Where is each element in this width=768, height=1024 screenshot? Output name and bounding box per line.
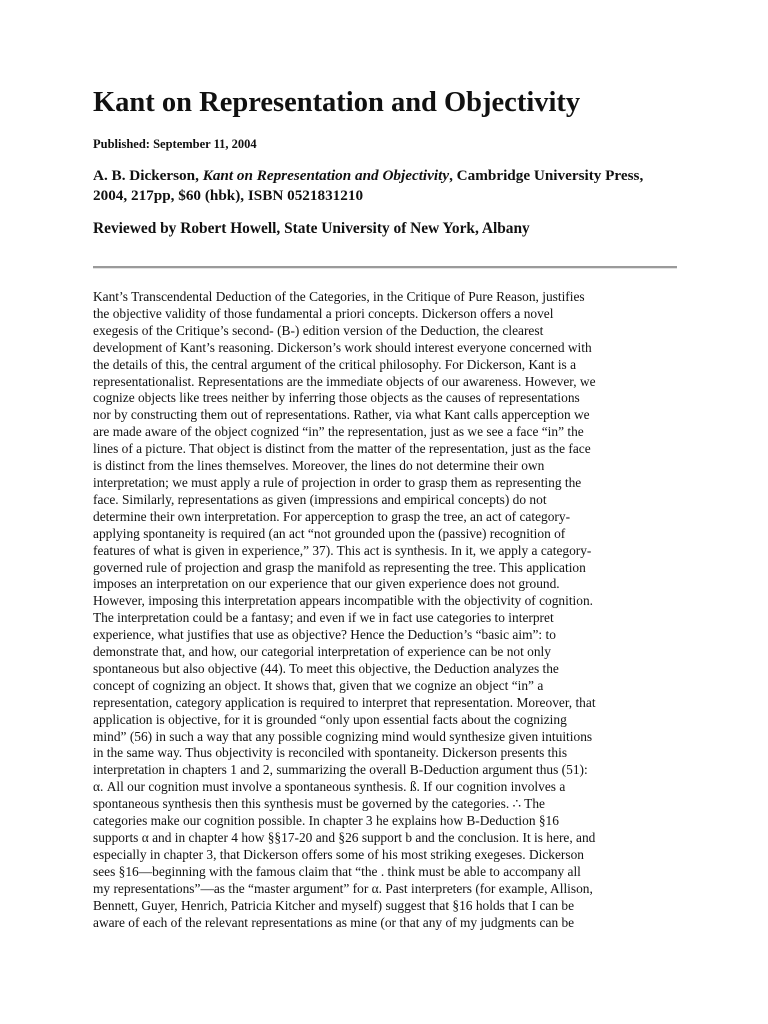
body-text-line: concept of cognizing an object. It shows that, given that we cognize an object “in” a xyxy=(93,677,544,693)
body-text-line: However, imposing this interpretation appears incompatible with the objectivity of cognition. xyxy=(93,593,594,609)
body-text-line: representationalist. Representations are the immediate objects of our awareness. However, we xyxy=(93,373,596,389)
body-text-line: development of Kant’s reasoning. Dickerson’s work should interest everyone concerned with xyxy=(93,339,592,355)
published-date: Published: September 11, 2004 xyxy=(93,137,257,151)
body-text-line: mind” (56) in such a way that any possible cognizing mind would synthesize given intuitions xyxy=(93,728,593,744)
body-text-line: categories make our cognition possible. In chapter 3 he explains how B-Deduction §16 xyxy=(93,813,559,829)
body-text-line: demonstrate that, and how, our categorial interpretation of experience can be not only xyxy=(93,644,551,660)
body-text-line: α. All our cognition must involve a spontaneous synthesis. ß. If our cognition involves a xyxy=(93,779,566,795)
body-text-line: the objective validity of those fundamental a priori concepts. Dickerson offers a novel xyxy=(93,305,554,321)
body-text-line: application is objective, for it is grounded “only upon essential facts about the cognizing xyxy=(93,711,567,727)
reviewer-byline: Reviewed by Robert Howell, State University of New York, Albany xyxy=(93,220,530,237)
body-text-line: features of what is given in experience,” 37). This act is synthesis. In it, we apply a category- xyxy=(93,542,592,558)
body-text-line: aware of each of the relevant representations as mine (or that any of my judgments can be xyxy=(93,914,575,930)
body-text-line: especially in chapter 3, that Dickerson offers some of his most striking exegeses. Dickerson xyxy=(93,846,584,862)
citation-author: A. B. Dickerson, xyxy=(93,167,203,184)
body-text-line: face. Similarly, representations as given (impressions and empirical concepts) do not xyxy=(93,491,547,507)
body-text-line: the details of this, the central argument of the critical philosophy. For Dickerson, Kant is a xyxy=(93,356,577,372)
body-text-line: imposes an interpretation on our experience that our given experience does not ground. xyxy=(93,576,560,592)
body-text-line: Bennett, Guyer, Henrich, Patricia Kitcher and myself) suggest that §16 holds that I can be xyxy=(93,897,575,913)
body-text-line: determine their own interpretation. For apperception to grasp the tree, an act of category- xyxy=(93,508,571,524)
book-citation xyxy=(93,166,673,206)
review-body xyxy=(93,289,677,931)
body-text-line: The interpretation could be a fantasy; and even if we in fact use categories to interpret xyxy=(93,610,554,626)
body-text-line: is distinct from the lines themselves. Moreover, the lines do not determine their own xyxy=(93,458,545,474)
body-text-line: cognize objects like trees neither by inferring those objects as the causes of representations xyxy=(93,390,580,406)
body-text-line: sees §16—beginning with the famous claim that “the . think must be able to accompany all xyxy=(93,863,581,879)
body-text-line: in the same way. Thus objectivity is reconciled with spontaneity. Dickerson presents this xyxy=(93,745,568,761)
citation-book-title: Kant on Representation and Objectivity xyxy=(202,167,450,184)
body-text-line: Kant’s Transcendental Deduction of the Categories, in the Critique of Pure Reason, justifies xyxy=(93,289,585,304)
body-text-line: spontaneous synthesis then this synthesis must be governed by the categories. ∴ The xyxy=(93,796,545,812)
body-text-line: interpretation in chapters 1 and 2, summarizing the overall B-Deduction argument thus (51): xyxy=(93,762,588,778)
body-text-line: governed rule of projection and grasp the manifold as representing the tree. This application xyxy=(93,559,586,575)
body-text-line: supports α and in chapter 4 how §§17-20 and §26 support b and the conclusion. It is here, and xyxy=(93,830,596,845)
body-text-line: nor by constructing them out of representations. Rather, via what Kant calls apperception we xyxy=(93,407,590,423)
body-text-line: are made aware of the object cognized “in” the representation, just as we see a face “in” the xyxy=(93,424,584,440)
body-text-line: exegesis of the Critique’s second- (B-) edition version of the Deduction, the clearest xyxy=(93,322,544,338)
citation-details: , Cambridge University Press, 2004, 217pp, $60 (hbk), ISBN 0521831210 xyxy=(93,167,644,204)
body-text-line: spontaneous but also objective (44). To meet this objective, the Deduction analyzes the xyxy=(93,660,559,676)
body-text-line: my representations”—as the “master argument” for α. Past interpreters (for example, Allison, xyxy=(93,880,593,896)
horizontal-divider xyxy=(93,266,677,269)
body-text-line: interpretation; we must apply a rule of projection in order to grasp them as representing the xyxy=(93,474,582,490)
body-text-line: lines of a picture. That object is distinct from the matter of the representation, just as the face xyxy=(93,441,591,457)
body-text-line: representation, category application is required to interpret that representation. Moreover, that xyxy=(93,694,596,710)
page-title: Kant on Representation and Objectivity xyxy=(93,87,581,118)
body-text-line: applying spontaneity is required (an act “not grounded upon the (passive) recognition of xyxy=(93,525,566,541)
body-text-line: experience, what justifies that use as objective? Hence the Deduction’s “basic aim”: to xyxy=(93,627,556,643)
